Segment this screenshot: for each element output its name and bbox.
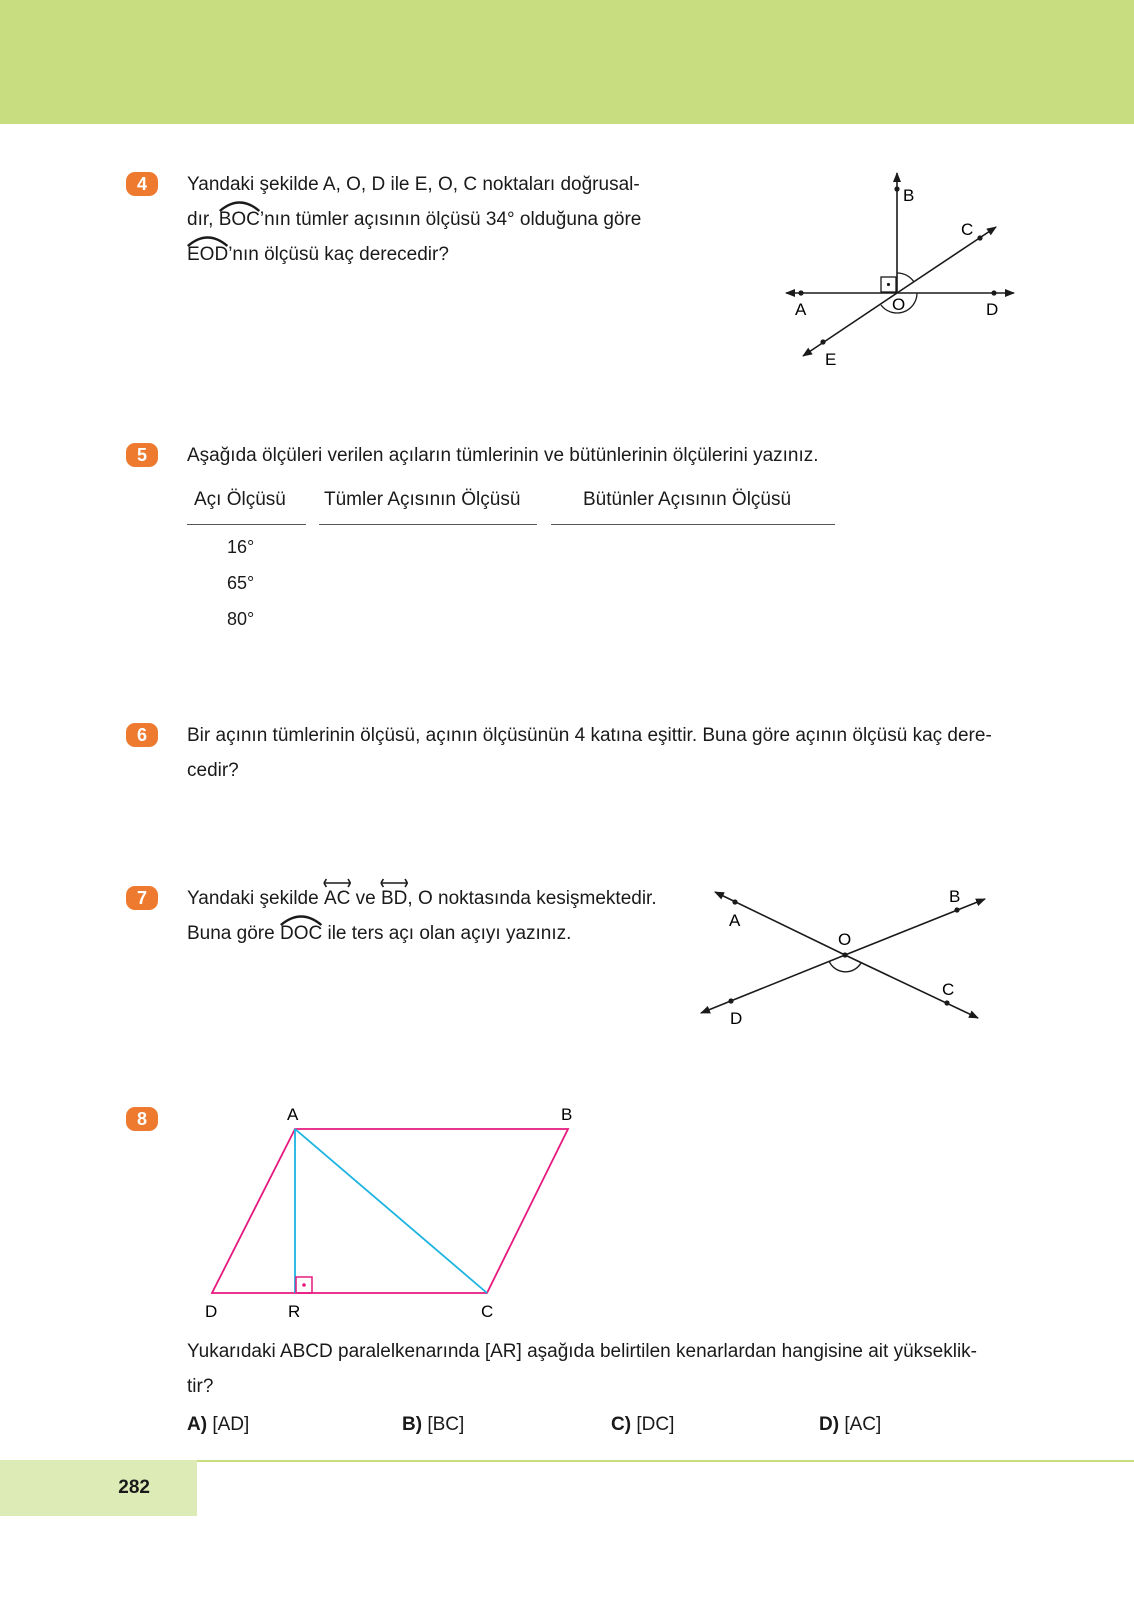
line-bd	[845, 899, 985, 955]
q4-line-1: Yandaki şekilde A, O, D ile E, O, C noktaları doğrusal-	[187, 174, 640, 195]
point-o	[842, 952, 847, 957]
label-a: A	[795, 300, 807, 319]
diagonal-ac	[295, 1129, 487, 1293]
question-8-text	[187, 1334, 1067, 1404]
line-ac-notation: AC	[324, 881, 350, 916]
line-ac-lower	[845, 955, 978, 1018]
angle-eod: EOD	[187, 237, 228, 272]
question-6-badge: 6	[126, 723, 158, 747]
point-c	[977, 235, 982, 240]
option-d[interactable]: D) [AC]	[819, 1414, 882, 1435]
label-d: D	[205, 1302, 218, 1320]
point-a	[732, 899, 737, 904]
question-7-badge: 7	[126, 886, 158, 910]
question-8-badge: 8	[126, 1107, 158, 1131]
angle-arc-boc	[897, 273, 914, 282]
angle-arc-doc	[829, 961, 861, 972]
point-e	[820, 339, 825, 344]
right-angle-dot	[887, 283, 890, 286]
question-5-text: Aşağıda ölçüleri verilen açıların tümlerinin ve bütünlerinin ölçülerini yazınız.	[187, 445, 819, 466]
q4-line-2: dır, BOC’nın tümler açısının ölçüsü 34° olduğuna göre	[187, 202, 707, 237]
label-a: A	[287, 1105, 299, 1124]
right-angle-dot	[302, 1283, 306, 1287]
label-d: D	[730, 1009, 743, 1028]
label-c: C	[961, 220, 974, 239]
question-7-text	[187, 881, 707, 951]
q8-line-1: Yukarıdaki ABCD paralelkenarında [AR] aşağıda belirtilen kenarlardan hangisine ait yükseklik-	[187, 1341, 977, 1362]
question-4-badge: 4	[126, 172, 158, 196]
label-c: C	[942, 980, 955, 999]
header-supplement: Bütünler Açısının Ölçüsü	[583, 489, 792, 510]
point-b	[954, 907, 959, 912]
point-a	[798, 290, 803, 295]
q7-line-1: Yandaki şekilde AC ve BD, O noktasında kesişmektedir.	[187, 881, 707, 916]
label-b: B	[949, 887, 961, 906]
label-o: O	[892, 295, 906, 314]
question-4-text	[187, 167, 707, 272]
q4-figure	[770, 165, 1040, 380]
header-band	[0, 0, 1134, 124]
option-b[interactable]: B) [BC]	[402, 1414, 465, 1435]
question-6-text	[187, 718, 1067, 788]
label-c: C	[481, 1302, 494, 1320]
point-b	[894, 186, 899, 191]
question-5-badge: 5	[126, 443, 158, 467]
q4-line-3: EOD’nın ölçüsü kaç derecedir?	[187, 237, 707, 272]
label-b: B	[561, 1105, 573, 1124]
page-number: 282	[118, 1477, 150, 1498]
option-a[interactable]: A) [AD]	[187, 1414, 250, 1435]
point-d	[728, 998, 733, 1003]
angle-value: 80°	[227, 609, 255, 629]
q6-line-2: cedir?	[187, 760, 239, 781]
label-e: E	[825, 350, 837, 369]
point-c	[944, 1000, 949, 1005]
q7-figure	[695, 875, 1005, 1035]
label-d: D	[986, 300, 999, 319]
angle-value: 65°	[227, 573, 255, 593]
angle-boc: BOC	[219, 202, 260, 237]
header-complement: Tümler Açısının Ölçüsü	[324, 489, 521, 510]
label-b: B	[903, 186, 915, 205]
header-underline-3	[551, 524, 835, 525]
angle-value: 16°	[227, 537, 255, 557]
q6-line-1: Bir açının tümlerinin ölçüsü, açının ölçüsünün 4 katına eşittir. Buna göre açının ölçüsü kaç dere-	[187, 725, 992, 746]
q7-line-2: Buna göre DOC ile ters açı olan açıyı yazınız.	[187, 916, 707, 951]
option-c[interactable]: C) [DC]	[611, 1414, 675, 1435]
q8-figure	[190, 1100, 610, 1320]
label-a: A	[729, 911, 741, 930]
q8-line-2: tir?	[187, 1376, 214, 1397]
label-o: O	[838, 930, 852, 949]
header-underline-2	[319, 524, 537, 525]
line-ec-lower	[803, 293, 897, 356]
header-angle: Açı Ölçüsü	[194, 489, 286, 510]
point-d	[991, 290, 996, 295]
line-bd-notation: BD	[381, 881, 407, 916]
line-bd-lower	[701, 955, 845, 1013]
angle-doc: DOC	[280, 916, 322, 951]
header-underline-1	[187, 524, 306, 525]
label-r: R	[288, 1302, 301, 1320]
